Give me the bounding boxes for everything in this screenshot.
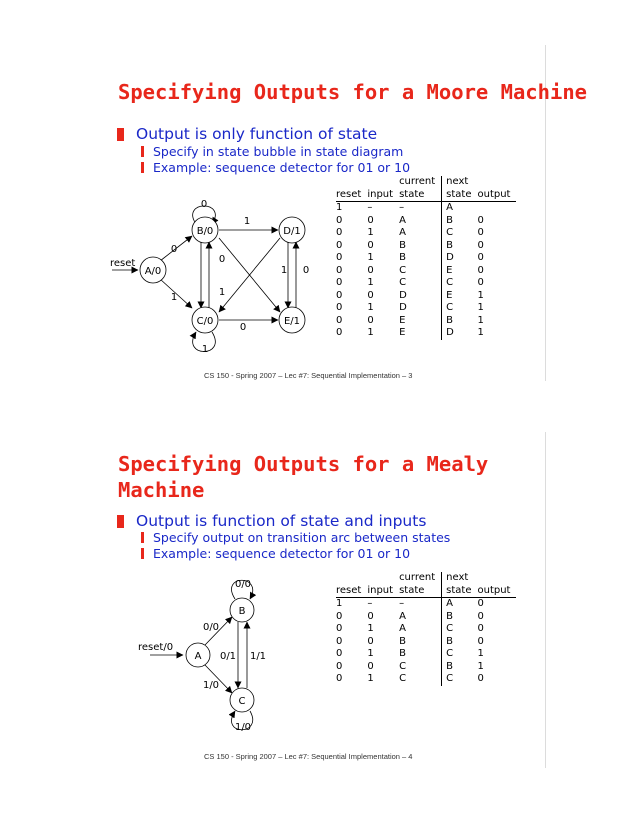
- table-row: [336, 673, 516, 686]
- table-cell: 0: [367, 660, 374, 672]
- edge-label: 0: [170, 244, 178, 255]
- table-cell: 1: [367, 277, 374, 288]
- edge-label: 0: [302, 265, 310, 276]
- column-header: [399, 572, 442, 598]
- column-header-text: output: [477, 584, 511, 596]
- column-header-text: next: [446, 176, 469, 187]
- table-cell: 0: [477, 264, 484, 276]
- edge-label: 0: [239, 322, 247, 333]
- table-row: [336, 623, 516, 636]
- table-cell: 0: [336, 610, 343, 622]
- column-header-text: input: [367, 188, 394, 200]
- table-cell: C: [399, 277, 407, 288]
- table-cell: 1: [477, 648, 484, 659]
- state-label-e: E/1: [283, 316, 301, 327]
- column-header: [367, 572, 399, 598]
- table-cell: 1: [477, 660, 484, 672]
- table-cell: 0: [477, 277, 484, 288]
- column-header-text: current: [399, 572, 436, 583]
- table-cell: D: [442, 252, 478, 265]
- table-cell: 1: [477, 302, 484, 313]
- table-cell: D: [442, 327, 478, 340]
- table-cell: B: [442, 611, 478, 624]
- state-label-b: B: [238, 606, 246, 617]
- state-label-a: A: [194, 651, 202, 662]
- table-cell: D: [399, 289, 407, 301]
- table-cell: 0: [367, 314, 374, 326]
- table-cell: 0: [477, 673, 484, 684]
- edge-label: 1: [280, 265, 288, 276]
- edge-label: 0/0: [202, 622, 220, 633]
- table-cell: 0: [336, 673, 343, 684]
- table-cell: 0: [336, 227, 343, 238]
- reset-label: reset/0: [138, 642, 174, 653]
- table-cell: 0: [336, 302, 343, 313]
- table-cell: 0: [367, 264, 374, 276]
- table-cell: 0: [336, 214, 343, 226]
- table-row: [336, 661, 516, 674]
- table-cell: E: [399, 327, 406, 338]
- slide-title-line: Machine: [118, 478, 205, 502]
- table-cell: –: [399, 598, 405, 609]
- column-header-text: state: [446, 188, 472, 200]
- column-header: [336, 572, 367, 598]
- bullet-text: Output is only function of state: [136, 125, 378, 143]
- column-header-text: state: [399, 584, 425, 596]
- column-header-text: next: [446, 572, 469, 583]
- edge-label: 0: [200, 199, 208, 210]
- state-label-b: B/0: [196, 226, 214, 237]
- table-cell: –: [399, 202, 405, 213]
- slide-footer: CS 150 - Spring 2007 – Lec #7: Sequential Implementation – 4: [204, 752, 413, 761]
- table-cell: 1: [336, 202, 343, 213]
- table-cell: 0: [336, 289, 343, 301]
- edge-label: 1: [170, 292, 178, 303]
- table-cell: B: [399, 239, 406, 251]
- column-header-text: current: [399, 176, 436, 187]
- table-cell: 0: [336, 648, 343, 659]
- edge-label: 0/0: [234, 579, 252, 590]
- table-cell: B: [442, 240, 478, 253]
- table-row: [336, 598, 516, 611]
- table-cell: 1: [367, 673, 374, 684]
- state-label-c: C: [238, 696, 246, 707]
- table-cell: A: [442, 202, 478, 215]
- table-cell: 1: [477, 314, 484, 326]
- table-cell: 0: [477, 227, 484, 238]
- column-header-text: state: [399, 188, 425, 200]
- table-cell: 0: [477, 598, 484, 609]
- column-header-text: state: [446, 584, 472, 596]
- sub-bullet-text: Specify output on transition arc between states: [153, 530, 451, 545]
- table-cell: 0: [336, 277, 343, 288]
- table-cell: A: [399, 623, 406, 634]
- edge-label: 1: [243, 216, 251, 227]
- table-cell: A: [399, 610, 406, 622]
- table-cell: A: [399, 214, 406, 226]
- table-cell: 0: [336, 660, 343, 672]
- edge-label: 1: [218, 287, 226, 298]
- table-cell: 0: [367, 610, 374, 622]
- table-cell: B: [399, 252, 406, 263]
- table-cell: B: [399, 635, 406, 647]
- table-cell: B: [442, 661, 478, 674]
- table-cell: 0: [367, 289, 374, 301]
- edge-label: 1: [201, 344, 209, 355]
- table-cell: E: [442, 265, 478, 278]
- table-cell: 0: [367, 214, 374, 226]
- table-cell: C: [442, 623, 478, 636]
- sub-bullet-text: Example: sequence detector for 01 or 10: [153, 160, 411, 175]
- table-cell: 1: [477, 327, 484, 338]
- state-label-a: A/0: [144, 266, 162, 277]
- mealy-state-table: [336, 572, 516, 686]
- table-cell: 0: [336, 252, 343, 263]
- edge-label: 1/0: [234, 722, 252, 733]
- column-header-text: reset: [336, 584, 362, 596]
- table-cell: B: [442, 636, 478, 649]
- bullet-text: Output is function of state and inputs: [136, 512, 427, 530]
- table-cell: 1: [367, 252, 374, 263]
- slide-title: Specifying Outputs for a Moore Machine: [118, 80, 587, 104]
- table-cell: B: [399, 648, 406, 659]
- table-cell: 0: [477, 252, 484, 263]
- table-cell: 0: [367, 239, 374, 251]
- column-header: [477, 572, 516, 598]
- table-cell: 1: [367, 648, 374, 659]
- table-cell: 0: [477, 635, 484, 647]
- table-cell: –: [367, 202, 373, 213]
- table-cell: 1: [367, 327, 374, 338]
- table-cell: 0: [477, 239, 484, 251]
- column-header-text: input: [367, 584, 394, 596]
- state-label-d: D/1: [283, 226, 301, 237]
- sub-bullet-text: Specify in state bubble in state diagram: [153, 144, 404, 159]
- table-cell: B: [442, 315, 478, 328]
- table-cell: 0: [336, 239, 343, 251]
- column-header: [442, 572, 478, 598]
- table-cell: C: [442, 227, 478, 240]
- edge-label: 0/1: [219, 651, 237, 662]
- column-header-text: output: [477, 188, 511, 200]
- reset-label: reset: [110, 258, 136, 269]
- table-cell: 0: [477, 214, 484, 226]
- table-cell: C: [399, 673, 407, 684]
- table-cell: 1: [367, 623, 374, 634]
- table-row: [336, 636, 516, 649]
- slide-title-line: Specifying Outputs for a Mealy: [118, 452, 489, 476]
- edge-label: 1/0: [202, 680, 220, 691]
- table-cell: C: [442, 277, 478, 290]
- edge-label: 1/1: [249, 651, 267, 662]
- table-cell: C: [399, 264, 407, 276]
- slide-footer: CS 150 - Spring 2007 – Lec #7: Sequential Implementation – 3: [204, 371, 413, 380]
- table-cell: C: [442, 302, 478, 315]
- table-row: [336, 648, 516, 661]
- table-cell: 0: [336, 314, 343, 326]
- column-header-text: reset: [336, 188, 362, 200]
- state-label-c: C/0: [196, 316, 214, 327]
- sub-bullet-text: Example: sequence detector for 01 or 10: [153, 546, 411, 561]
- table-cell: 0: [477, 623, 484, 634]
- edge-label: 0: [218, 254, 226, 265]
- table-cell: 0: [336, 635, 343, 647]
- table-cell: E: [399, 314, 406, 326]
- table-cell: 0: [336, 264, 343, 276]
- table-cell: 0: [367, 635, 374, 647]
- table-cell: E: [442, 290, 478, 303]
- table-cell: D: [399, 302, 407, 313]
- table-cell: 0: [336, 327, 343, 338]
- table-cell: 1: [336, 598, 343, 609]
- table-cell: –: [367, 598, 373, 609]
- table-cell: B: [442, 215, 478, 228]
- table-cell: A: [442, 598, 478, 611]
- table-header-row: [336, 572, 516, 598]
- table-cell: A: [399, 227, 406, 238]
- table-cell: 1: [477, 289, 484, 301]
- table-cell: 0: [477, 610, 484, 622]
- table-cell: C: [399, 660, 407, 672]
- table-cell: C: [442, 673, 478, 686]
- table-cell: 1: [367, 227, 374, 238]
- table-cell: C: [442, 648, 478, 661]
- table-cell: 1: [367, 302, 374, 313]
- table-cell: 0: [336, 623, 343, 634]
- table-row: [336, 611, 516, 624]
